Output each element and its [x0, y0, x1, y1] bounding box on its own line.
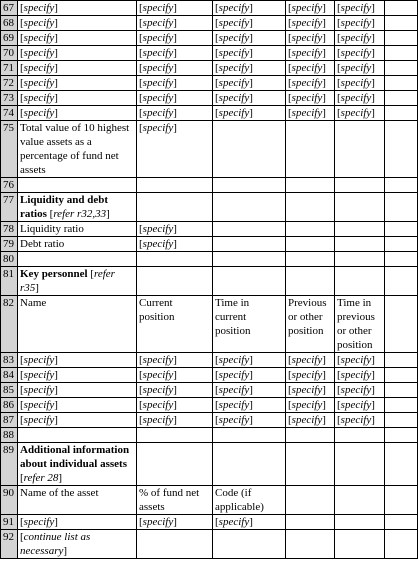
row-number: 90: [1, 486, 18, 515]
table-cell: [335, 121, 385, 178]
table-cell: [213, 222, 286, 237]
table-cell: [18, 252, 137, 267]
table-cell: [specify]: [137, 1, 213, 16]
table-cell: [213, 443, 286, 486]
section-heading: [18, 193, 137, 222]
table-cell: Total value of 10 highest value assets as a percentage of fund net assets: [18, 121, 137, 178]
table-cell: [specify]: [137, 61, 213, 76]
table-row: [1, 296, 418, 353]
table-cell: [213, 193, 286, 222]
table-cell: Time in current position: [213, 296, 286, 353]
table-cell: [213, 178, 286, 193]
table-cell: [specify]: [213, 515, 286, 530]
table-cell: [specify]: [18, 413, 137, 428]
section-title: Additional information about individual assets: [20, 444, 130, 470]
table-cell: [specify]: [213, 413, 286, 428]
table-cell: [385, 16, 418, 31]
table-cell: [385, 178, 418, 193]
table-cell: [specify]: [137, 368, 213, 383]
table-cell: [335, 252, 385, 267]
table-cell: [385, 121, 418, 178]
table-cell: [385, 76, 418, 91]
table-cell: [specify]: [18, 1, 137, 16]
table-cell: Current position: [137, 296, 213, 353]
table-cell: [286, 178, 335, 193]
row-number: 79: [1, 237, 18, 252]
row-number: 77: [1, 193, 18, 222]
table-cell: [385, 353, 418, 368]
table-cell: [specify]: [137, 16, 213, 31]
table-cell: Time in previous or other position: [335, 296, 385, 353]
table-row: [1, 46, 418, 61]
table-cell: [385, 515, 418, 530]
table-cell: Debt ratio: [18, 237, 137, 252]
table-cell: [385, 530, 418, 559]
table-cell: [specify]: [335, 46, 385, 61]
table-cell: [specify]: [137, 398, 213, 413]
table-cell: [specify]: [335, 76, 385, 91]
table-cell: [137, 443, 213, 486]
section-heading: [18, 267, 137, 296]
table-cell: [385, 61, 418, 76]
table-cell: [137, 178, 213, 193]
table-cell: [specify]: [18, 16, 137, 31]
table-cell: [specify]: [18, 46, 137, 61]
row-number: 82: [1, 296, 18, 353]
table-cell: [385, 413, 418, 428]
row-number: 81: [1, 267, 18, 296]
table-cell: [286, 252, 335, 267]
table-cell: [specify]: [286, 61, 335, 76]
table-cell: [specify]: [213, 383, 286, 398]
table-cell: Previous or other position: [286, 296, 335, 353]
table-cell: [specify]: [18, 398, 137, 413]
table-row: [1, 61, 418, 76]
table-cell: [137, 530, 213, 559]
table-cell: [385, 252, 418, 267]
row-number: 91: [1, 515, 18, 530]
table-cell: [385, 31, 418, 46]
row-number: 68: [1, 16, 18, 31]
table-cell: [specify]: [137, 353, 213, 368]
table-cell: [specify]: [286, 368, 335, 383]
table-cell: [335, 267, 385, 296]
table-row: [1, 252, 418, 267]
row-number: 73: [1, 91, 18, 106]
table-cell: [specify]: [137, 222, 213, 237]
table-row: [1, 398, 418, 413]
table-cell: [286, 515, 335, 530]
table-cell: [specify]: [18, 31, 137, 46]
table-cell: [specify]: [18, 61, 137, 76]
table-cell: [specify]: [286, 398, 335, 413]
row-number: 70: [1, 46, 18, 61]
table-cell: [137, 252, 213, 267]
table-cell: [137, 267, 213, 296]
table-row: [1, 1, 418, 16]
section-reference: [refer r35]: [20, 268, 115, 294]
section-heading: [18, 443, 137, 486]
table-cell: [137, 193, 213, 222]
table-row: [1, 178, 418, 193]
table-row: [1, 413, 418, 428]
table-cell: [specify]: [137, 383, 213, 398]
table-cell: [335, 443, 385, 486]
table-cell: [335, 530, 385, 559]
table-cell: [specify]: [137, 91, 213, 106]
table-cell: [213, 121, 286, 178]
table-cell: [specify]: [18, 383, 137, 398]
table-cell: [specify]: [286, 46, 335, 61]
table-cell: [18, 178, 137, 193]
table-cell: [specify]: [335, 398, 385, 413]
table-row: [1, 267, 418, 296]
table-cell: [335, 237, 385, 252]
table-row: [1, 106, 418, 121]
table-cell: [385, 237, 418, 252]
table-cell: [213, 530, 286, 559]
table-cell: [specify]: [137, 76, 213, 91]
table-row: [1, 530, 418, 559]
section-title: Key personnel: [20, 268, 88, 280]
table-cell: [specify]: [213, 61, 286, 76]
table-row: [1, 237, 418, 252]
table-cell: [specify]: [335, 353, 385, 368]
table-cell: [335, 222, 385, 237]
table-cell: [specify]: [286, 383, 335, 398]
table-cell: [specify]: [213, 16, 286, 31]
table-cell: [213, 252, 286, 267]
section-reference: [refer r32,33]: [49, 208, 110, 220]
row-number: 71: [1, 61, 18, 76]
table-cell: [286, 237, 335, 252]
row-number: 69: [1, 31, 18, 46]
table-cell: [385, 398, 418, 413]
table-cell: [specify]: [137, 515, 213, 530]
table-cell: [385, 1, 418, 16]
table-cell: [specify]: [286, 106, 335, 121]
table-cell: [specify]: [213, 106, 286, 121]
table-cell: [385, 267, 418, 296]
table-cell: [specify]: [335, 368, 385, 383]
table-row: [1, 76, 418, 91]
table-cell: [specify]: [137, 106, 213, 121]
row-number: 80: [1, 252, 18, 267]
table-cell: [specify]: [286, 76, 335, 91]
table-cell: [286, 267, 335, 296]
table-cell: % of fund net assets: [137, 486, 213, 515]
table-cell: Name: [18, 296, 137, 353]
table-cell: [specify]: [137, 237, 213, 252]
table-row: [1, 428, 418, 443]
table-cell: [specify]: [286, 1, 335, 16]
table-cell: [286, 193, 335, 222]
table-row: [1, 486, 418, 515]
table-cell: [specify]: [286, 31, 335, 46]
table-cell: Name of the asset: [18, 486, 137, 515]
table-cell: [385, 91, 418, 106]
row-number: 92: [1, 530, 18, 559]
table-cell: [385, 46, 418, 61]
row-number: 85: [1, 383, 18, 398]
table-cell: [specify]: [137, 121, 213, 178]
section-reference: [refer 28]: [20, 472, 63, 484]
table-cell: Code (if applicable): [213, 486, 286, 515]
table-cell: [specify]: [286, 16, 335, 31]
table-cell: [385, 296, 418, 353]
table-cell: [specify]: [18, 91, 137, 106]
table-row: [1, 383, 418, 398]
table-cell: Liquidity ratio: [18, 222, 137, 237]
row-number: 72: [1, 76, 18, 91]
table-cell: [335, 428, 385, 443]
table-cell: [specify]: [335, 61, 385, 76]
table-row: [1, 222, 418, 237]
table-cell: [specify]: [286, 91, 335, 106]
table-cell: [286, 530, 335, 559]
table-cell: [213, 428, 286, 443]
table-cell: [specify]: [286, 413, 335, 428]
table-cell: [specify]: [335, 31, 385, 46]
table-cell: [continue list as necessary]: [18, 530, 137, 559]
table-cell: [385, 222, 418, 237]
row-number: 67: [1, 1, 18, 16]
row-number: 89: [1, 443, 18, 486]
section-title: Liquidity and debt ratios: [20, 194, 109, 220]
table-cell: [137, 428, 213, 443]
table-cell: [specify]: [213, 91, 286, 106]
table-cell: [specify]: [335, 1, 385, 16]
table-cell: [385, 368, 418, 383]
table-cell: [specify]: [335, 16, 385, 31]
table-cell: [385, 106, 418, 121]
table-cell: [specify]: [213, 46, 286, 61]
table-cell: [286, 443, 335, 486]
row-number: 74: [1, 106, 18, 121]
table-cell: [specify]: [213, 31, 286, 46]
table-body: [1, 1, 418, 559]
table-cell: [286, 222, 335, 237]
table-row: [1, 121, 418, 178]
table-cell: [286, 428, 335, 443]
table-cell: [specify]: [18, 106, 137, 121]
table-cell: [specify]: [213, 353, 286, 368]
row-number: 84: [1, 368, 18, 383]
table-cell: [18, 428, 137, 443]
table-cell: [specify]: [18, 353, 137, 368]
table-cell: [specify]: [213, 76, 286, 91]
table-cell: [335, 515, 385, 530]
row-number: 88: [1, 428, 18, 443]
table-row: [1, 193, 418, 222]
table-cell: [specify]: [286, 353, 335, 368]
table-cell: [specify]: [18, 515, 137, 530]
table-row: [1, 368, 418, 383]
table-row: [1, 31, 418, 46]
table-cell: [385, 193, 418, 222]
table-cell: [specify]: [18, 368, 137, 383]
row-number: 86: [1, 398, 18, 413]
table-cell: [335, 486, 385, 515]
table-cell: [213, 267, 286, 296]
table-cell: [specify]: [137, 31, 213, 46]
table-row: [1, 91, 418, 106]
table-cell: [specify]: [213, 368, 286, 383]
row-number: 87: [1, 413, 18, 428]
table-cell: [385, 383, 418, 398]
table-row: [1, 353, 418, 368]
table-row: [1, 443, 418, 486]
row-number: 78: [1, 222, 18, 237]
table-cell: [specify]: [137, 46, 213, 61]
row-number: 76: [1, 178, 18, 193]
table-cell: [335, 178, 385, 193]
table-cell: [specify]: [335, 383, 385, 398]
table-cell: [213, 237, 286, 252]
table-cell: [385, 486, 418, 515]
table-cell: [385, 428, 418, 443]
table-cell: [specify]: [213, 1, 286, 16]
table-cell: [specify]: [335, 91, 385, 106]
row-number: 83: [1, 353, 18, 368]
table-cell: [specify]: [213, 398, 286, 413]
table-cell: [385, 443, 418, 486]
table-cell: [specify]: [335, 413, 385, 428]
table-cell: [335, 193, 385, 222]
table-cell: [specify]: [335, 106, 385, 121]
row-number: 75: [1, 121, 18, 178]
table-cell: [specify]: [137, 413, 213, 428]
table-cell: [286, 486, 335, 515]
table-cell: [286, 121, 335, 178]
table-row: [1, 16, 418, 31]
table-row: [1, 515, 418, 530]
table-cell: [specify]: [18, 76, 137, 91]
